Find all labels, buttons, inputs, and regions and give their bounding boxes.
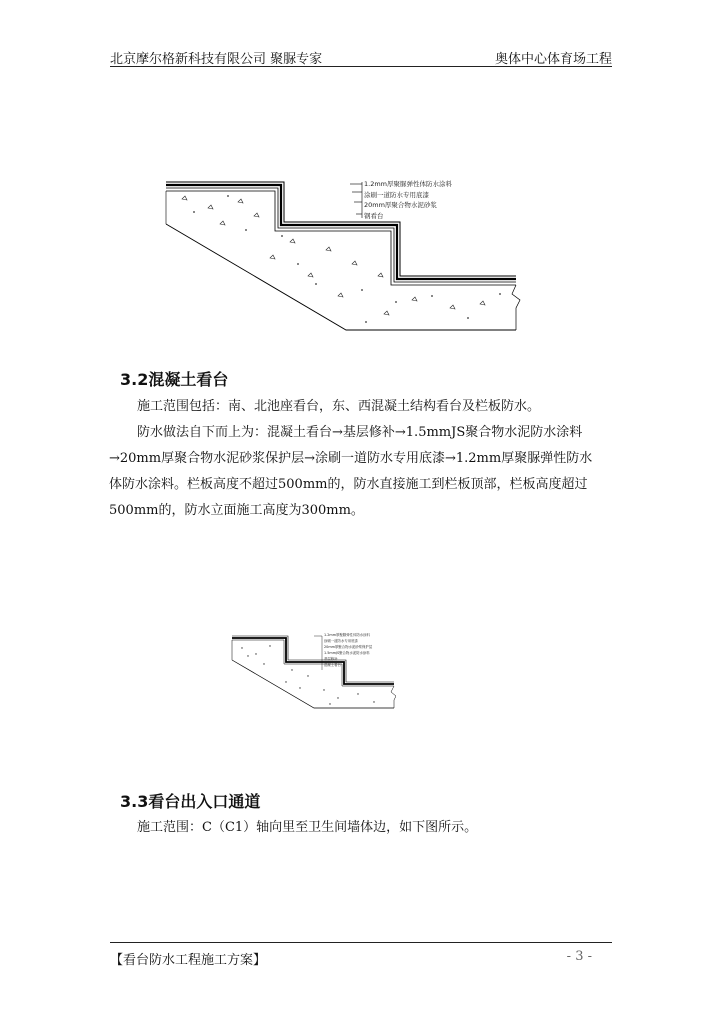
page-footer bbox=[110, 942, 612, 971]
fig2-label: 涂刷一道防水专用底漆 bbox=[324, 639, 358, 643]
fig1-label: 钢看台 bbox=[364, 212, 384, 220]
section-3-2-method bbox=[109, 420, 615, 524]
section-3-3-scope: 施工范围：C（C1）轴向里至卫生间墙体边，如下图所示。 bbox=[137, 820, 478, 835]
stand-section-diagram-1 bbox=[150, 172, 530, 344]
fig2-label: 20mm厚聚合物水泥砂浆保护层 bbox=[324, 645, 373, 649]
stand-section-diagram-2 bbox=[228, 630, 396, 712]
footer-doc-title: 【看台防水工程施工方案】 bbox=[110, 953, 267, 968]
method-line: 体防水涂料。栏板高度不超过500mm的，防水直接施工到栏板顶部，栏板高度超过 bbox=[109, 477, 588, 492]
fig2-label: 1.5mmJS聚合物水泥防水涂料 bbox=[324, 651, 370, 655]
method-line: →20mm厚聚合物水泥砂浆保护层→涂刷一道防水专用底漆→1.2mm厚聚脲弹性防水 bbox=[109, 451, 593, 466]
header-project: 奥体中心体育场工程 bbox=[494, 52, 612, 67]
section-3-2-scope: 施工范围包括：南、北池座看台，东、西混凝土结构看台及栏板防水。 bbox=[137, 399, 541, 414]
fig2-label: 混凝土看台 bbox=[324, 663, 341, 667]
section-heading-3-3: 3.3看台出入口通道 bbox=[120, 792, 261, 811]
fig1-label: 涂刷一道防水专用底漆 bbox=[364, 191, 429, 199]
fig2-label: 1.2mm厚聚脲弹性体防水涂料 bbox=[324, 633, 370, 637]
fig1-label: 20mm厚聚合物水泥砂浆 bbox=[364, 201, 437, 209]
method-line: 防水做法自下而上为：混凝土看台→基层修补→1.5mmJS聚合物水泥防水涂料 bbox=[137, 425, 583, 440]
method-line: 500mm的，防水立面施工高度为300mm。 bbox=[109, 503, 364, 518]
section-heading-3-2: 3.2混凝土看台 bbox=[120, 370, 229, 389]
page-number: - 3 - bbox=[566, 949, 592, 964]
fig1-label: 1.2mm厚聚脲弹性体防水涂料 bbox=[364, 180, 453, 188]
header-company: 北京摩尔格新科技有限公司 聚脲专家 bbox=[110, 52, 323, 67]
fig2-label: 基层修补 bbox=[324, 657, 338, 661]
page-header bbox=[110, 46, 612, 67]
